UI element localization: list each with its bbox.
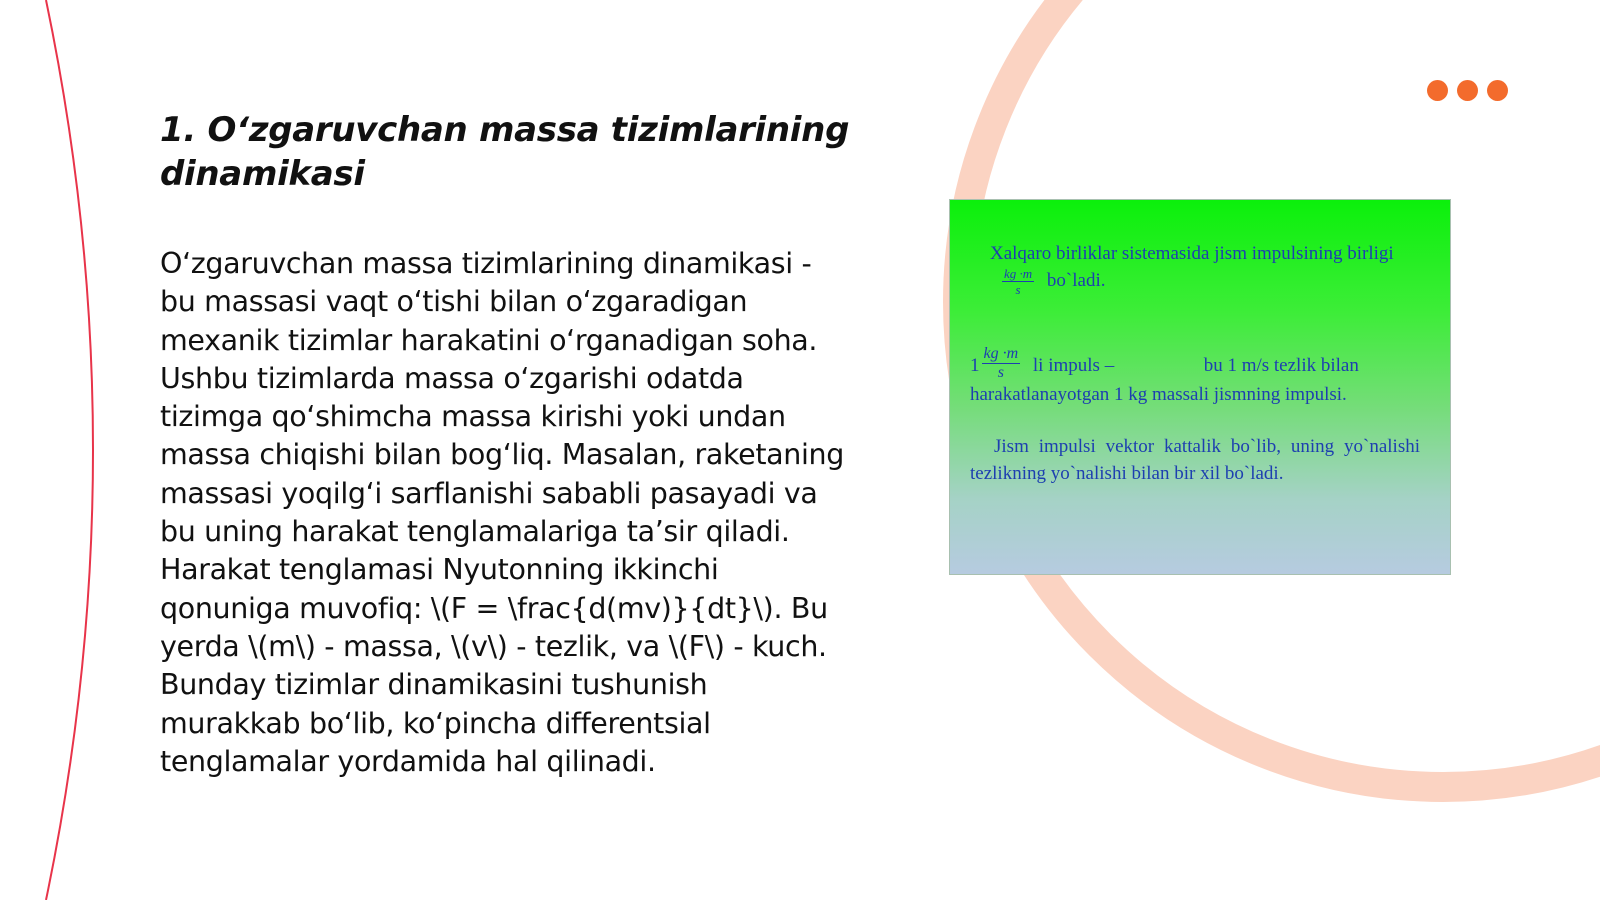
slide-body-text: O‘zgaruvchan massa tizimlarining dinamikasi - bu massasi vaqt o‘tishi bilan o‘zgaradigan mexanik tizimlar harakatini o‘rganadigan soha. Ushbu tizimlarda massa o‘zgarishi odatda tizimga qo‘shimcha massa kirishi yoki undan massa chiqishi bilan bog‘liq. Masalan, raketaning massasi yoqilg‘i sarflanishi sababli pasayadi va bu uning harakat tenglamalariga ta’sir qiladi. Harakat tenglamasi Nyutonning ikkinchi qonuniga muvofiq: \(F = \frac{d(mv)}{dt}\). Bu yerda \(m\) - massa, \(v\) - tezlik, va \(F\) - kuch. Bunday tizimlar dinamikasini tushunish murakkab bo‘lib, ko‘pincha differentsial tenglamalar yordamida hal qilinadi. <box>160 247 844 778</box>
definition-fraction-numerator: kg ·m <box>983 345 1019 363</box>
unit-fraction-numerator: kg ·m <box>1004 266 1033 282</box>
impulse-info-image <box>950 200 1450 574</box>
slide-title: 1. O‘zgaruvchan massa tizimlarining dinamikasi <box>160 110 850 194</box>
definition-fraction <box>982 346 1021 381</box>
dots-decoration <box>1427 80 1508 101</box>
definition-text-rest: bu 1 m/s tezlik bilan harakatlanayotgan 1 kg massali jismning impulsi. <box>970 355 1359 406</box>
orange-dot-icon <box>1457 80 1478 101</box>
definition-text-start: li impuls – <box>1032 355 1115 376</box>
unit-fraction <box>1002 267 1034 296</box>
unit-fraction-denominator: s <box>1015 282 1021 298</box>
impulse-vector-paragraph: Jism impulsi vektor kattalik bo`lib, uning yo`nalishi tezlikning yo`nalishi bilan bir xil bo`ladi. <box>970 436 1420 484</box>
impulse-unit-end: bo`ladi. <box>1046 270 1106 291</box>
orange-dot-icon <box>1487 80 1508 101</box>
definition-fraction-denominator: s <box>997 364 1004 382</box>
left-red-curve <box>46 0 93 900</box>
unit-impulse-definition <box>970 345 1430 408</box>
orange-dot-icon <box>1427 80 1448 101</box>
impulse-unit-paragraph <box>990 240 1420 296</box>
unit-prefix: 1 <box>970 355 980 376</box>
impulse-unit-text: Xalqaro birliklar sistemasida jism impulsining birligi <box>990 243 1394 264</box>
